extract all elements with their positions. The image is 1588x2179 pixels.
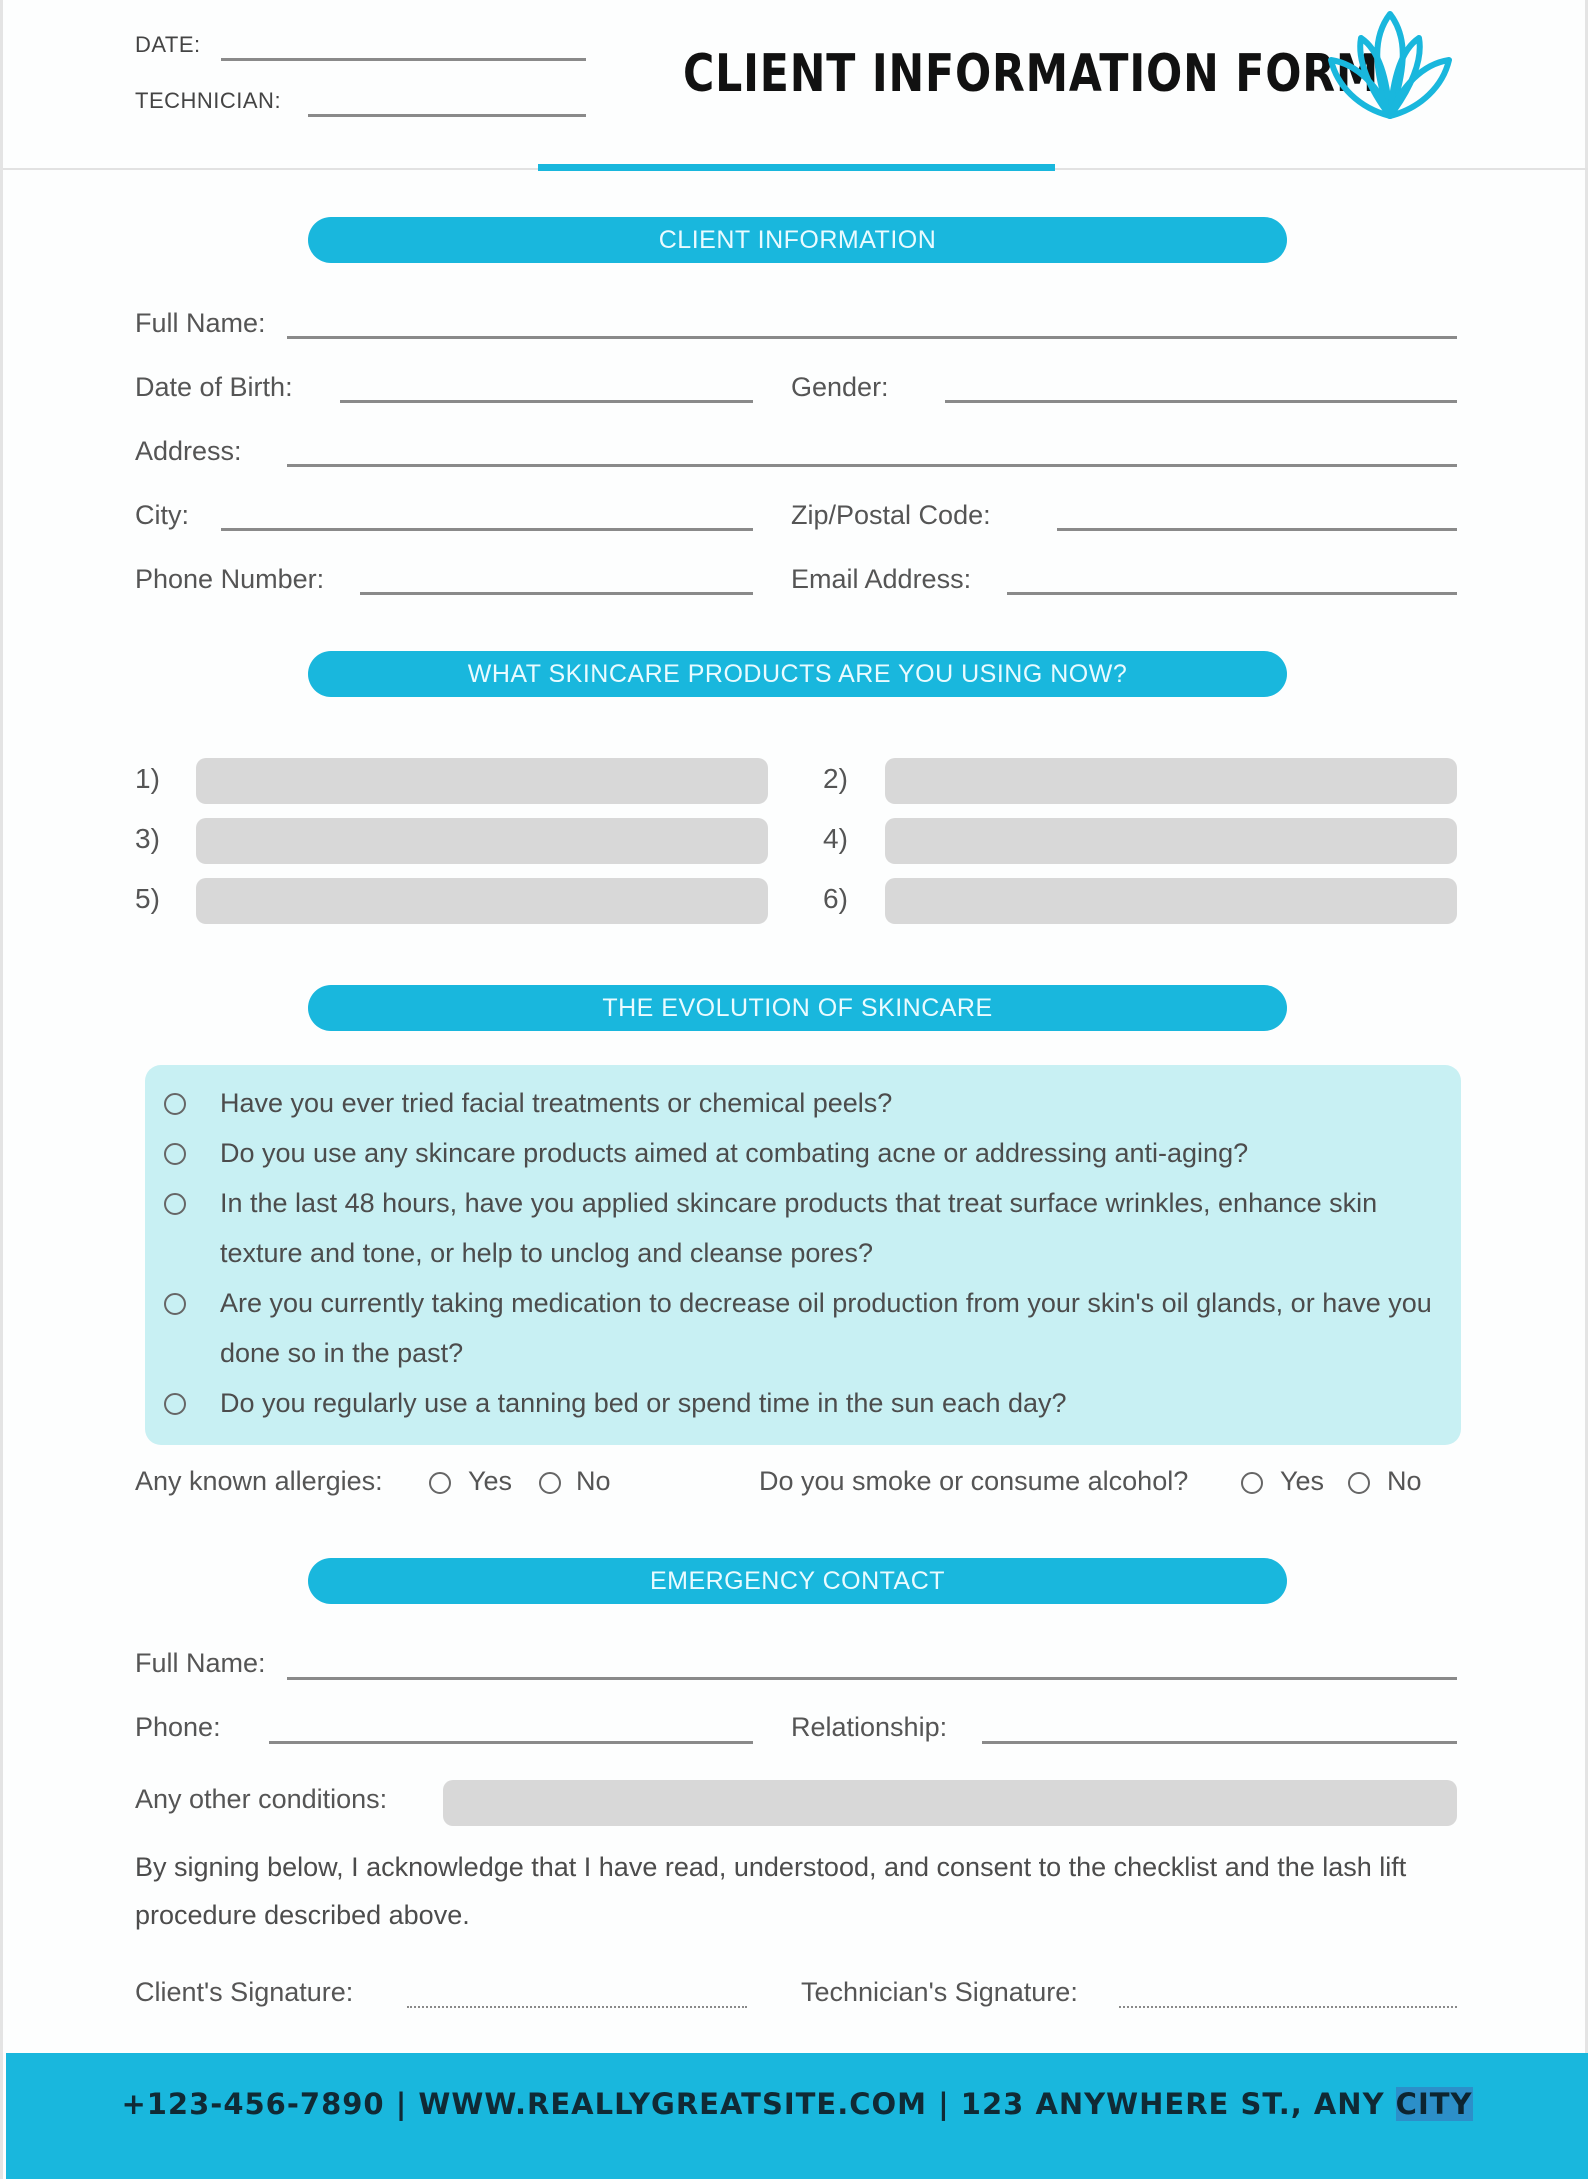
- product-number: 1): [135, 763, 160, 794]
- emergency-full-name-label: Full Name:: [135, 1648, 266, 1678]
- emergency-phone-label: Phone:: [135, 1712, 221, 1742]
- phone-field[interactable]: [360, 592, 753, 595]
- product-field-4[interactable]: [885, 818, 1457, 864]
- smoke-no-label: No: [1387, 1466, 1422, 1496]
- consent-text: By signing below, I acknowledge that I have read, understood, and consent to the checklist and the lash lift procedure described above.: [135, 1852, 1407, 1930]
- allergies-yes-label: Yes: [468, 1466, 513, 1496]
- city-label: City:: [135, 500, 189, 530]
- allergies-no-radio[interactable]: [539, 1472, 561, 1494]
- allergies-no-label: No: [576, 1466, 611, 1496]
- product-field-2[interactable]: [885, 758, 1457, 804]
- zip-field[interactable]: [1057, 528, 1457, 531]
- section-skincare-products: WHAT SKINCARE PRODUCTS ARE YOU USING NOW?: [308, 651, 1287, 697]
- allergies-label: Any known allergies:: [135, 1466, 383, 1496]
- product-field-3[interactable]: [196, 818, 768, 864]
- smoke-alcohol-label: Do you smoke or consume alcohol?: [759, 1466, 1189, 1496]
- question-3-text: In the last 48 hours, have you applied skincare products that treat surface wrinkles, enhance skin texture and tone, or help to unclog and cleanse pores?: [220, 1188, 1378, 1268]
- smoke-yes-radio[interactable]: [1241, 1472, 1263, 1494]
- product-field-1[interactable]: [196, 758, 768, 804]
- relationship-field[interactable]: [982, 1741, 1457, 1744]
- gender-label: Gender:: [791, 372, 889, 402]
- question-5-checkbox[interactable]: [164, 1393, 186, 1415]
- technician-label: TECHNICIAN:: [135, 88, 282, 113]
- question-1-checkbox[interactable]: [164, 1093, 186, 1115]
- gender-field[interactable]: [945, 400, 1457, 403]
- question-2-checkbox[interactable]: [164, 1143, 186, 1165]
- product-field-6[interactable]: [885, 878, 1457, 924]
- page-title: CLIENT INFORMATION FORM: [683, 44, 1380, 104]
- section-emergency-contact: EMERGENCY CONTACT: [308, 1558, 1287, 1604]
- other-conditions-field[interactable]: [443, 1780, 1457, 1826]
- technician-input-line[interactable]: [308, 114, 586, 117]
- smoke-no-radio[interactable]: [1348, 1472, 1370, 1494]
- client-signature-field[interactable]: [407, 2006, 747, 2008]
- email-label: Email Address:: [791, 564, 972, 594]
- smoke-yes-label: Yes: [1280, 1466, 1325, 1496]
- address-label: Address:: [135, 436, 242, 466]
- section-evolution-of-skincare: THE EVOLUTION OF SKINCARE: [308, 985, 1287, 1031]
- question-4-text: Are you currently taking medication to decrease oil production from your skin's oil glands, or have you done so in the past?: [220, 1288, 1432, 1368]
- client-signature-label: Client's Signature:: [135, 1977, 354, 2007]
- product-number: 5): [135, 883, 160, 914]
- full-name-label: Full Name:: [135, 308, 266, 338]
- dob-label: Date of Birth:: [135, 372, 293, 402]
- question-3-checkbox[interactable]: [164, 1193, 186, 1215]
- address-field[interactable]: [287, 464, 1457, 467]
- footer-contact-main: +123-456-7890 | WWW.REALLYGREATSITE.COM | 123 ANYWHERE ST., ANY: [121, 2087, 1396, 2121]
- phone-label: Phone Number:: [135, 564, 325, 594]
- footer-contact: [6, 2053, 1588, 2155]
- footer-contact-highlight: CITY: [1395, 2087, 1473, 2121]
- question-1-text: Have you ever tried facial treatments or chemical peels?: [220, 1088, 893, 1118]
- full-name-field[interactable]: [287, 336, 1457, 339]
- question-5-text: Do you regularly use a tanning bed or spend time in the sun each day?: [220, 1388, 1067, 1418]
- header-accent-bar: [538, 164, 1055, 171]
- city-field[interactable]: [221, 528, 753, 531]
- product-number: 6): [823, 883, 848, 914]
- question-2-text: Do you use any skincare products aimed at combating acne or addressing anti-aging?: [220, 1138, 1249, 1168]
- lotus-icon: [1321, 8, 1459, 124]
- dob-field[interactable]: [340, 400, 753, 403]
- date-input-line[interactable]: [221, 58, 586, 61]
- product-number: 4): [823, 823, 848, 854]
- emergency-phone-field[interactable]: [269, 1741, 753, 1744]
- section-client-information: CLIENT INFORMATION: [308, 217, 1287, 263]
- zip-label: Zip/Postal Code:: [791, 500, 991, 530]
- question-4-checkbox[interactable]: [164, 1293, 186, 1315]
- emergency-full-name-field[interactable]: [287, 1677, 1457, 1680]
- product-number: 2): [823, 763, 848, 794]
- product-field-5[interactable]: [196, 878, 768, 924]
- allergies-yes-radio[interactable]: [429, 1472, 451, 1494]
- other-conditions-label: Any other conditions:: [135, 1784, 388, 1814]
- technician-signature-field[interactable]: [1119, 2006, 1457, 2008]
- relationship-label: Relationship:: [791, 1712, 948, 1742]
- date-label: DATE:: [135, 32, 201, 57]
- technician-signature-label: Technician's Signature:: [801, 1977, 1078, 2007]
- footer-bar: [6, 2053, 1588, 2179]
- email-field[interactable]: [1007, 592, 1457, 595]
- product-number: 3): [135, 823, 160, 854]
